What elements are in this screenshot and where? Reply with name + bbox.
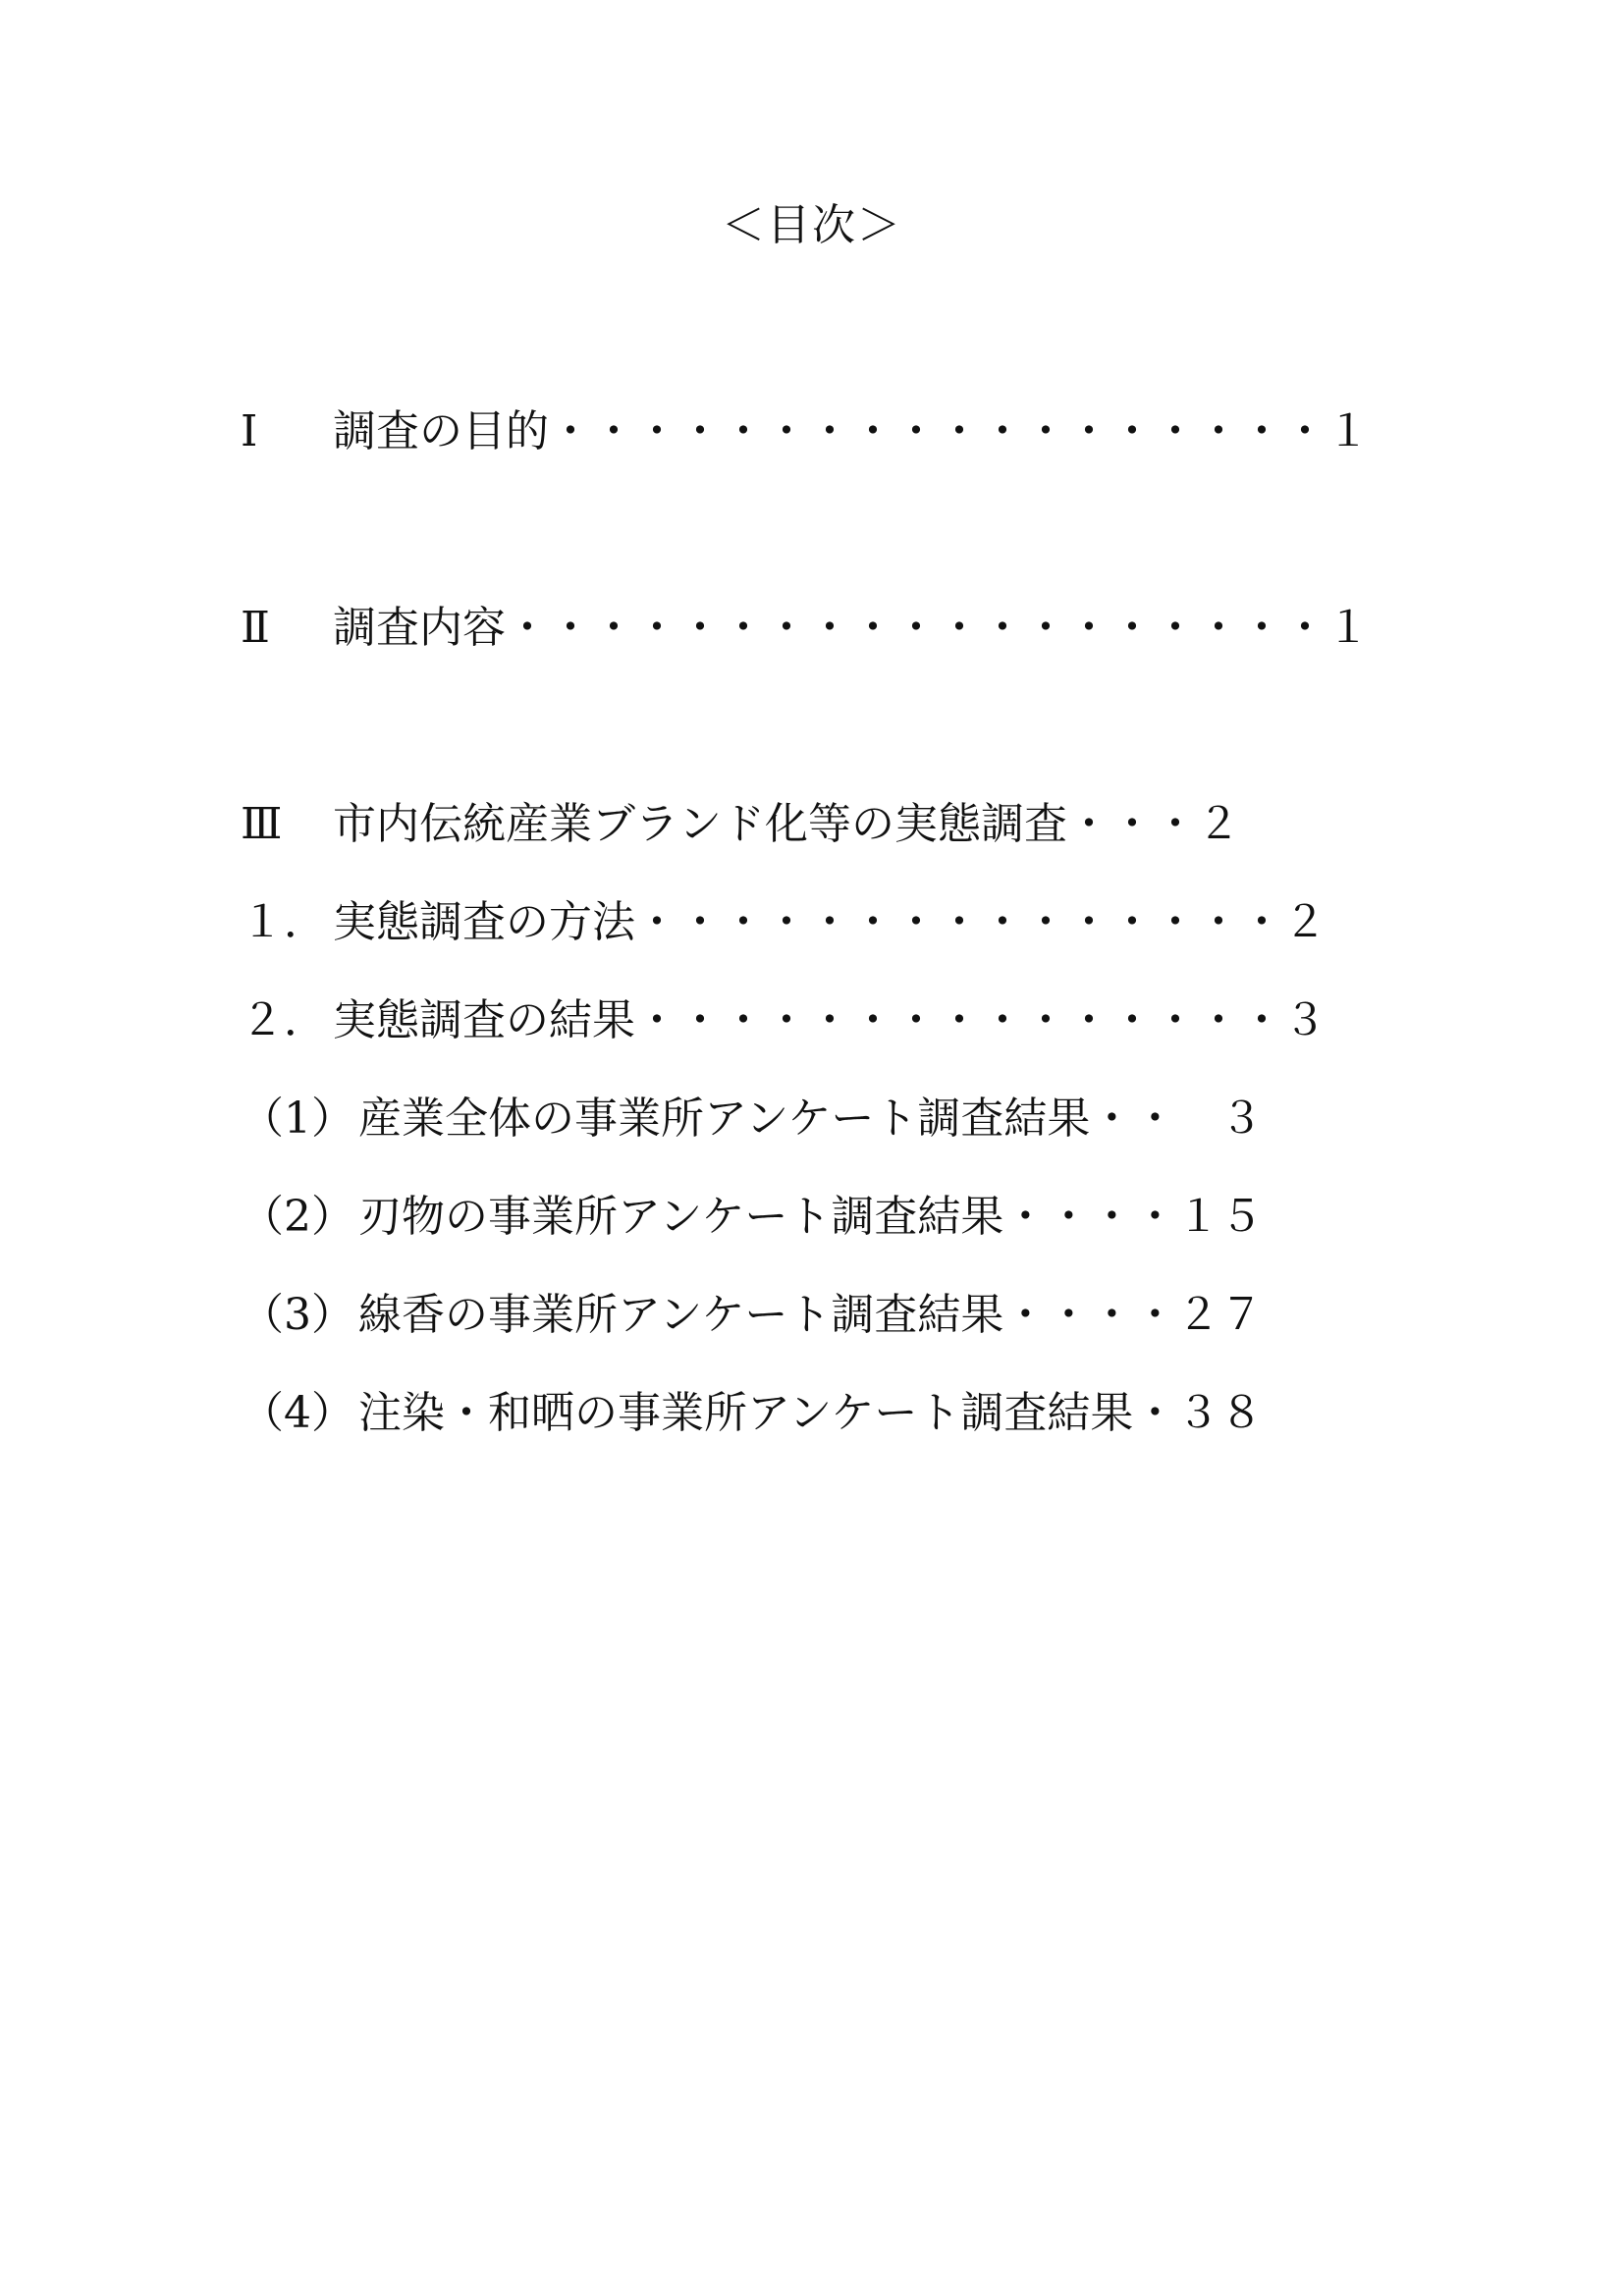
- toc-entry-5: [241, 991, 1370, 1050]
- toc-entry-number: Ⅲ: [241, 799, 283, 849]
- toc-entry-number: １．: [241, 897, 327, 947]
- toc-title: ＜目次＞: [722, 200, 902, 250]
- toc-entry-number: （3）: [241, 1290, 354, 1340]
- toc-entry-3: [241, 795, 1370, 854]
- toc-entry-number: Ⅱ: [241, 603, 270, 653]
- toc-entry-number: （2）: [241, 1192, 354, 1242]
- toc-entry-text: 実態調査の方法・・・・・・・・・・・・・・・２: [333, 897, 1326, 947]
- toc-entry-text: 産業全体の事業所アンケート調査結果・・ ３: [358, 1094, 1264, 1144]
- toc-entry-2: [241, 599, 1370, 658]
- toc-entry-9: [241, 1384, 1399, 1443]
- toc-entry-text: 線香の事業所アンケート調査結果・・・・２７: [358, 1290, 1264, 1340]
- toc-entry-number: ２．: [241, 995, 327, 1045]
- toc-entry-number: （4）: [241, 1388, 354, 1438]
- toc-entry-4: [241, 893, 1370, 952]
- toc-entry-7: [241, 1188, 1399, 1247]
- toc-entry-text: 調査の目的・・・・・・・・・・・・・・・・・・１: [333, 406, 1370, 456]
- toc-entry-number: （1）: [241, 1094, 354, 1144]
- toc-entry-text: 市内伝統産業ブランド化等の実態調査・・・２: [333, 799, 1240, 849]
- toc-entry-6: [241, 1090, 1399, 1148]
- toc-entry-text: 注染・和晒の事業所アンケート調査結果・３８: [358, 1388, 1264, 1438]
- toc-entry-1: [241, 402, 1370, 461]
- toc-entry-text: 実態調査の結果・・・・・・・・・・・・・・・３: [333, 995, 1326, 1045]
- toc-entry-text: 調査内容・・・・・・・・・・・・・・・・・・・１: [333, 603, 1370, 653]
- toc-entry-text: 刃物の事業所アンケート調査結果・・・・１５: [358, 1192, 1264, 1242]
- toc-entry-number: Ⅰ: [241, 406, 258, 456]
- toc-entry-8: [241, 1286, 1399, 1345]
